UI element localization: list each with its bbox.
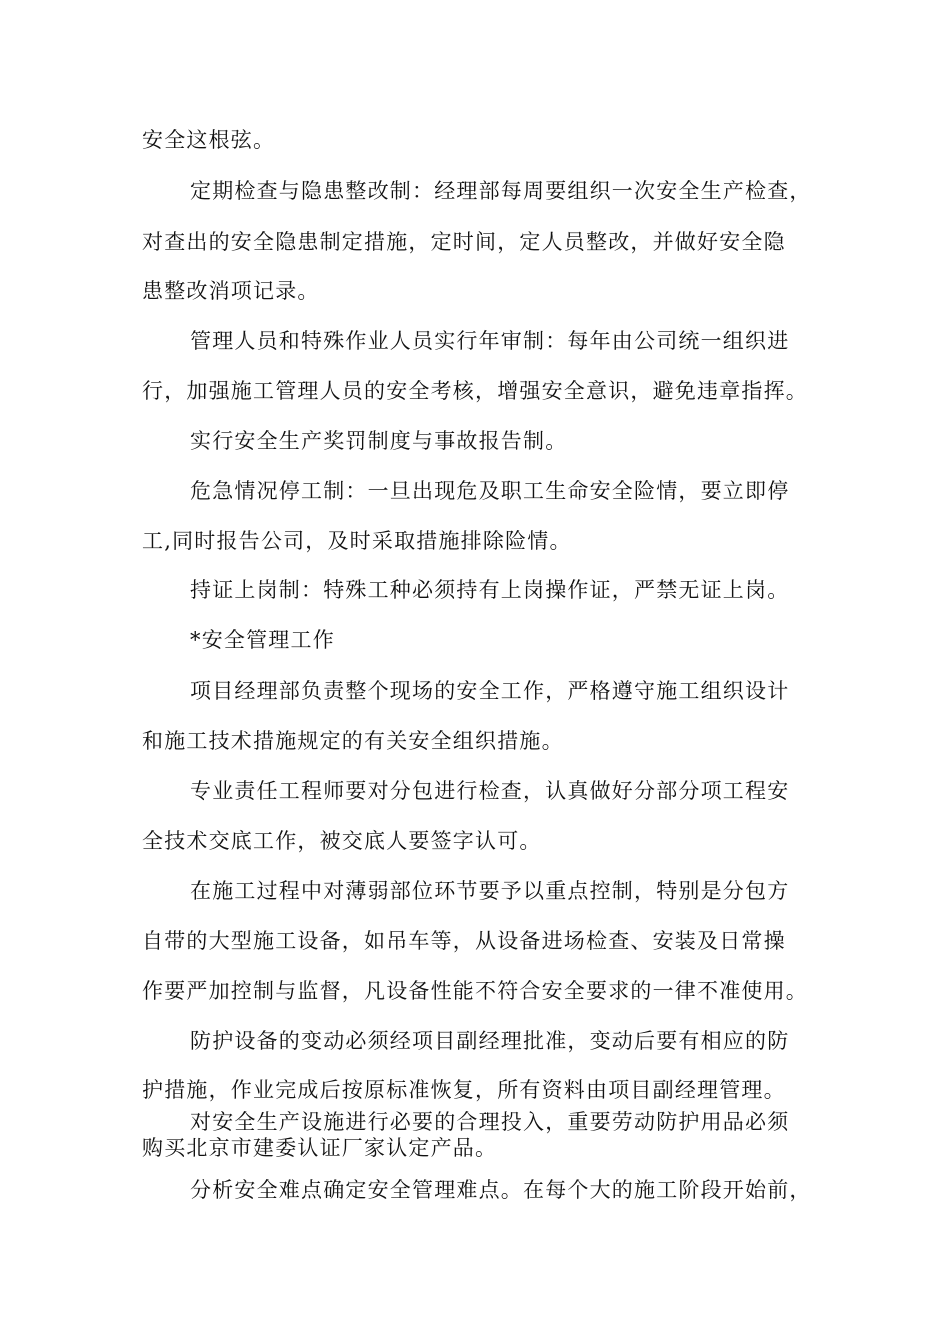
- text-line: 购买北京市建委认证厂家认定产品。: [142, 1136, 498, 1160]
- paragraph-line: 管理人员和特殊作业人员实行年审制：每年由公司统一组织进: [190, 329, 790, 353]
- text-line: 行，加强施工管理人员的安全考核，增强安全意识，避免违章指挥。: [142, 379, 808, 403]
- paragraph-line: 防护设备的变动必须经项目副经理批准，变动后要有相应的防: [190, 1029, 790, 1053]
- text-line: 工,同时报告公司，及时采取措施排除险情。: [142, 529, 572, 553]
- paragraph-line: 危急情况停工制：一旦出现危及职工生命安全险情，要立即停: [190, 479, 790, 503]
- text-line: 全技术交底工作，被交底人要签字认可。: [142, 829, 542, 853]
- paragraph-line: 专业责任工程师要对分包进行检查，认真做好分部分项工程安: [190, 779, 790, 803]
- text-line: 安全这根弦。: [142, 128, 276, 152]
- paragraph-line: 实行安全生产奖罚制度与事故报告制。: [190, 429, 568, 453]
- text-line: 护措施，作业完成后按原标准恢复，所有资料由项目副经理管理。: [142, 1078, 786, 1102]
- paragraph-line: 对安全生产设施进行必要的合理投入，重要劳动防护用品必须: [190, 1110, 790, 1134]
- text-line: 自带的大型施工设备，如吊车等，从设备进场检查、安装及日常操: [142, 929, 786, 953]
- paragraph-line: 在施工过程中对薄弱部位环节要予以重点控制，特别是分包方: [190, 879, 790, 903]
- paragraph-line: 分析安全难点确定安全管理难点。在每个大的施工阶段开始前，: [190, 1178, 812, 1202]
- text-line: 对查出的安全隐患制定措施，定时间，定人员整改，并做好安全隐: [142, 230, 786, 254]
- paragraph-line: 定期检查与隐患整改制：经理部每周要组织一次安全生产检查，: [190, 179, 812, 203]
- text-line: 患整改消项记录。: [142, 279, 320, 303]
- text-line: 作要严加控制与监督，凡设备性能不符合安全要求的一律不准使用。: [142, 979, 808, 1003]
- paragraph-line: 持证上岗制：特殊工种必须持有上岗操作证，严禁无证上岗。: [190, 578, 790, 602]
- paragraph-line: 项目经理部负责整个现场的安全工作，严格遵守施工组织设计: [190, 679, 790, 703]
- section-heading: *安全管理工作: [190, 628, 335, 652]
- text-line: 和施工技术措施规定的有关安全组织措施。: [142, 729, 564, 753]
